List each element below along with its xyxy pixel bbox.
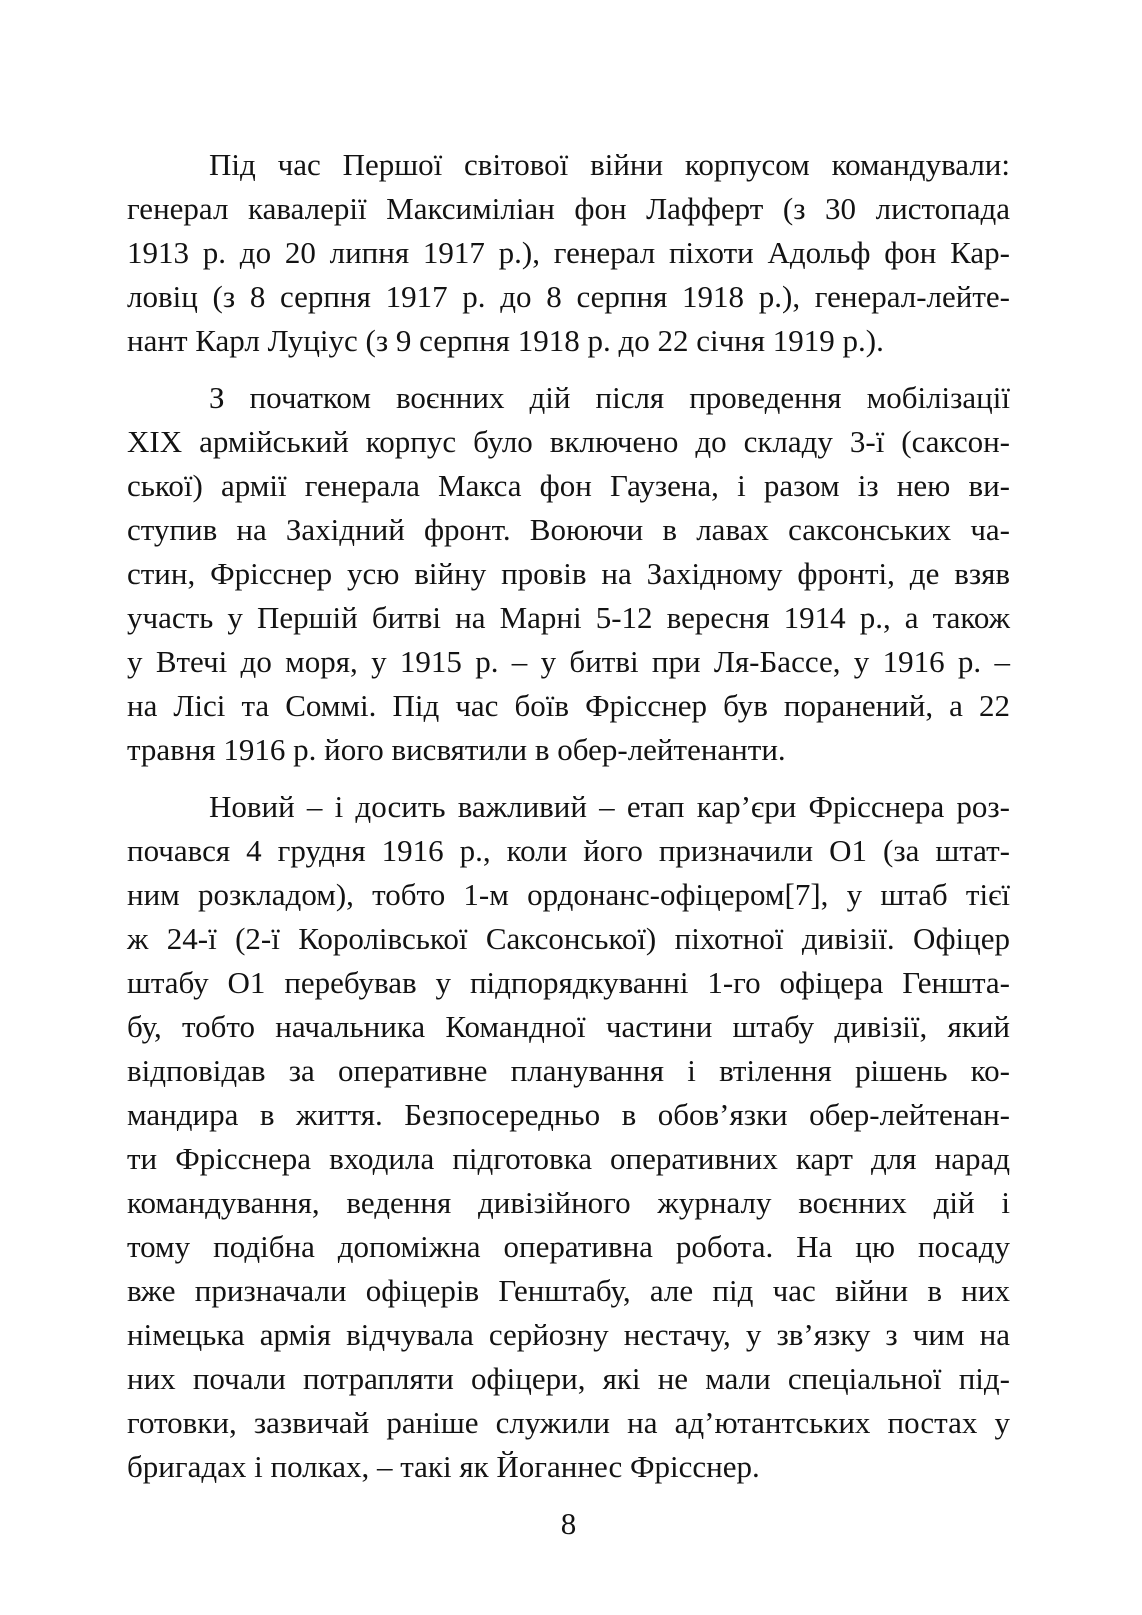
text-line: З початком воєнних дій після проведення мобілізації — [209, 380, 1010, 415]
text-line: у Втечі до моря, у 1915 р. – у битві при Ля-Бассе, у 1916 р. – — [127, 644, 1010, 679]
text-line: нант Карл Луціус (з 9 серпня 1918 р. до 22 січня 1919 р.). — [127, 323, 884, 358]
text-line: Новий – і досить важливий – етап кар’єри Фрісснера роз- — [209, 789, 1010, 824]
text-line: почався 4 грудня 1916 р., коли його призначили О1 (за штат- — [127, 833, 1010, 868]
paragraph — [127, 785, 1010, 1489]
text-line: німецька армія відчувала серйозну нестачу, у зв’язку з чим на — [127, 1317, 1010, 1352]
page-footer — [127, 1502, 1010, 1546]
text-line: командування, ведення дивізійного журналу воєнних дій і — [127, 1185, 1010, 1220]
text-line: відповідав за оперативне планування і втілення рішень ко- — [127, 1053, 1010, 1088]
text-line: вже призначали офіцерів Генштабу, але під час війни в них — [127, 1273, 1010, 1308]
text-line: ловіц (з 8 серпня 1917 р. до 8 серпня 1918 р.), генерал-лейте- — [127, 279, 1010, 314]
text-line: бу, тобто начальника Командної частини штабу дивізії, який — [127, 1009, 1010, 1044]
text-line: ж 24-ї (2-ї Королівської Саксонської) піхотної дивізії. Офіцер — [127, 921, 1010, 956]
text-line: генерал кавалерії Максиміліан фон Лафферт (з 30 листопада — [127, 191, 1010, 226]
page-number: 8 — [560, 1506, 577, 1541]
text-line: них почали потрапляти офіцери, які не мали спеціальної під- — [127, 1361, 1010, 1396]
text-line: штабу О1 перебував у підпорядкуванні 1-го офіцера Геншта- — [127, 965, 1010, 1000]
text-line: на Лісі та Соммі. Під час боїв Фрісснер був поранений, а 22 — [127, 688, 1010, 723]
text-line: готовки, зазвичай раніше служили на ад’ютантських постах у — [127, 1405, 1010, 1440]
text-line: 1913 р. до 20 липня 1917 р.), генерал піхоти Адольф фон Кар- — [127, 235, 1010, 270]
text-line: участь у Першій битві на Марні 5-12 вересня 1914 р., а також — [127, 600, 1010, 635]
text-line: XIX армійський корпус було включено до складу 3-ї (саксон- — [127, 424, 1010, 459]
text-line: ської) армії генерала Макса фон Гаузена, і разом із нею ви- — [127, 468, 1010, 503]
text-line: мандира в життя. Безпосередньо в обов’язки обер-лейтенан- — [127, 1097, 1010, 1132]
text-line: Під час Першої світової війни корпусом командували: — [209, 147, 1010, 182]
paragraph — [127, 376, 1010, 772]
text-block — [127, 143, 1010, 1489]
text-line: ти Фрісснера входила підготовка оперативних карт для нарад — [127, 1141, 1010, 1176]
text-line: стин, Фрісснер усю війну провів на Західному фронті, де взяв — [127, 556, 1010, 591]
text-line: травня 1916 р. його висвятили в обер-лейтенанти. — [127, 732, 786, 767]
text-line: тому подібна допоміжна оперативна робота. На цю посаду — [127, 1229, 1010, 1264]
text-line: ним розкладом), тобто 1-м ордонанс-офіцером[7], у штаб тієї — [127, 877, 1010, 912]
text-line: ступив на Західний фронт. Воюючи в лавах саксонських ча- — [127, 512, 1010, 547]
paragraph — [127, 143, 1010, 363]
text-line: бригадах і полках, – такі як Йоганнес Фрісснер. — [127, 1449, 760, 1484]
